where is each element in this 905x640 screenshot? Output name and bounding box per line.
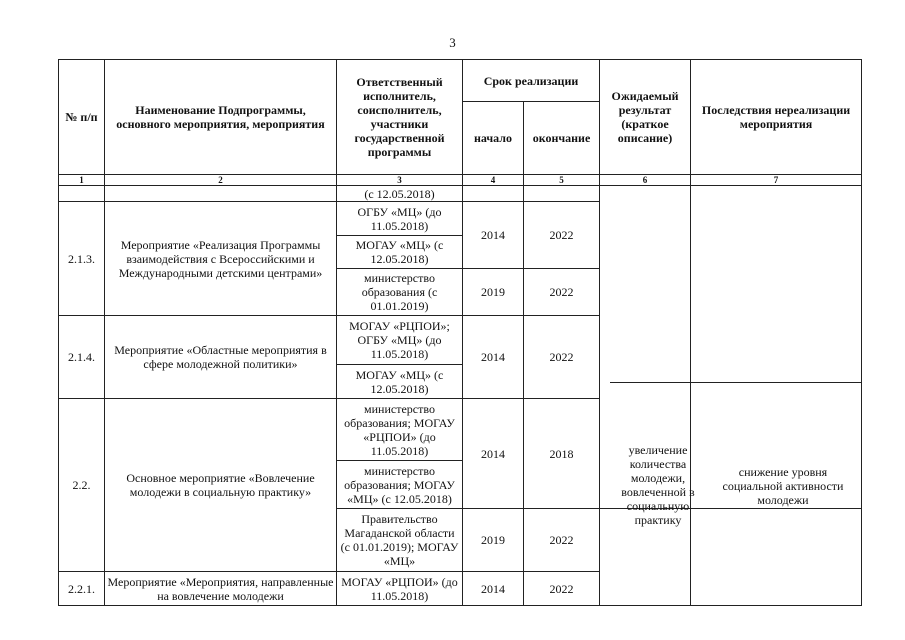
end-cell: 2018 <box>524 399 600 509</box>
header-start: начало <box>463 102 524 175</box>
executor-cell: министерство образования; МОГАУ «РЦПОИ» (до 11.05.2018) <box>337 399 463 461</box>
start-cell <box>463 186 524 202</box>
start-cell: 2019 <box>463 269 524 316</box>
header-end: окончание <box>524 102 600 175</box>
executor-cell: министерство образования (с 01.01.2019) <box>337 269 463 316</box>
row-num-cell <box>59 186 105 202</box>
header-executor: Ответственный исполнитель, соисполнитель, участники государственной программы <box>337 60 463 175</box>
column-number: 3 <box>337 175 463 186</box>
executor-cell: МОГАУ «РЦПОИ»; ОГБУ «МЦ» (до 11.05.2018) <box>337 316 463 365</box>
column-number: 6 <box>600 175 691 186</box>
executor-cell: (с 12.05.2018) <box>337 186 463 202</box>
start-cell: 2019 <box>463 509 524 572</box>
end-cell: 2022 <box>524 202 600 269</box>
header-row-1 <box>59 60 862 102</box>
header-result: Ожидаемый результат (краткое описание) <box>600 60 691 175</box>
column-number: 5 <box>524 175 600 186</box>
row-name-2-2: Основное мероприятие «Вовлечение молодежи в социальную практику» <box>105 399 337 572</box>
row-num-2-2: 2.2. <box>59 399 105 572</box>
start-cell: 2014 <box>463 399 524 509</box>
column-number: 4 <box>463 175 524 186</box>
executor-cell: ОГБУ «МЦ» (до 11.05.2018) <box>337 202 463 236</box>
divider <box>610 382 861 383</box>
row-name-2-1-4: Мероприятие «Областные мероприятия в сфере молодежной политики» <box>105 316 337 399</box>
executor-cell: МОГАУ «МЦ» (с 12.05.2018) <box>337 236 463 269</box>
executor-cell: министерство образования; МОГАУ «МЦ» (с 12.05.2018) <box>337 461 463 509</box>
start-cell: 2014 <box>463 202 524 269</box>
program-table <box>58 59 862 606</box>
end-cell <box>524 186 600 202</box>
end-cell: 2022 <box>524 316 600 399</box>
header-consequences: Последствия нереализации мероприятия <box>691 60 862 175</box>
end-cell: 2022 <box>524 509 600 572</box>
executor-cell: МОГАУ «РЦПОИ» (до 11.05.2018) <box>337 572 463 606</box>
page-number: 3 <box>449 35 456 50</box>
row-num-2-1-4: 2.1.4. <box>59 316 105 399</box>
result-text-2-2: увеличение количества молодежи, вовлеченной в социальную практику <box>621 443 695 527</box>
header-period: Срок реализации <box>463 60 600 102</box>
header-name: Наименование Подпрограммы, основного мероприятия, мероприятия <box>105 60 337 175</box>
row-name-2-2-1: Мероприятие «Мероприятия, направленные на вовлечение молодежи <box>105 572 337 606</box>
column-number: 7 <box>691 175 862 186</box>
row-name-cell <box>105 186 337 202</box>
consequences-cell-empty <box>691 186 862 509</box>
end-cell: 2022 <box>524 572 600 606</box>
consequences-cell-lower <box>691 509 862 606</box>
table-row <box>59 186 862 202</box>
executor-cell: МОГАУ «МЦ» (с 12.05.2018) <box>337 365 463 399</box>
row-num-2-1-3: 2.1.3. <box>59 202 105 316</box>
start-cell: 2014 <box>463 572 524 606</box>
column-number: 2 <box>105 175 337 186</box>
column-numbers-row <box>59 175 862 186</box>
column-number: 1 <box>59 175 105 186</box>
end-cell: 2022 <box>524 269 600 316</box>
row-num-2-2-1: 2.2.1. <box>59 572 105 606</box>
start-cell: 2014 <box>463 316 524 399</box>
row-name-2-1-3: Мероприятие «Реализация Программы взаимодействия с Всероссийскими и Международными детскими центрами» <box>105 202 337 316</box>
consequences-text-2-2: снижение уровня социальной активности молодежи <box>722 465 844 507</box>
executor-cell: Правительство Магаданской области (с 01.01.2019); МОГАУ «МЦ» <box>337 509 463 572</box>
header-num: № п/п <box>59 60 105 175</box>
